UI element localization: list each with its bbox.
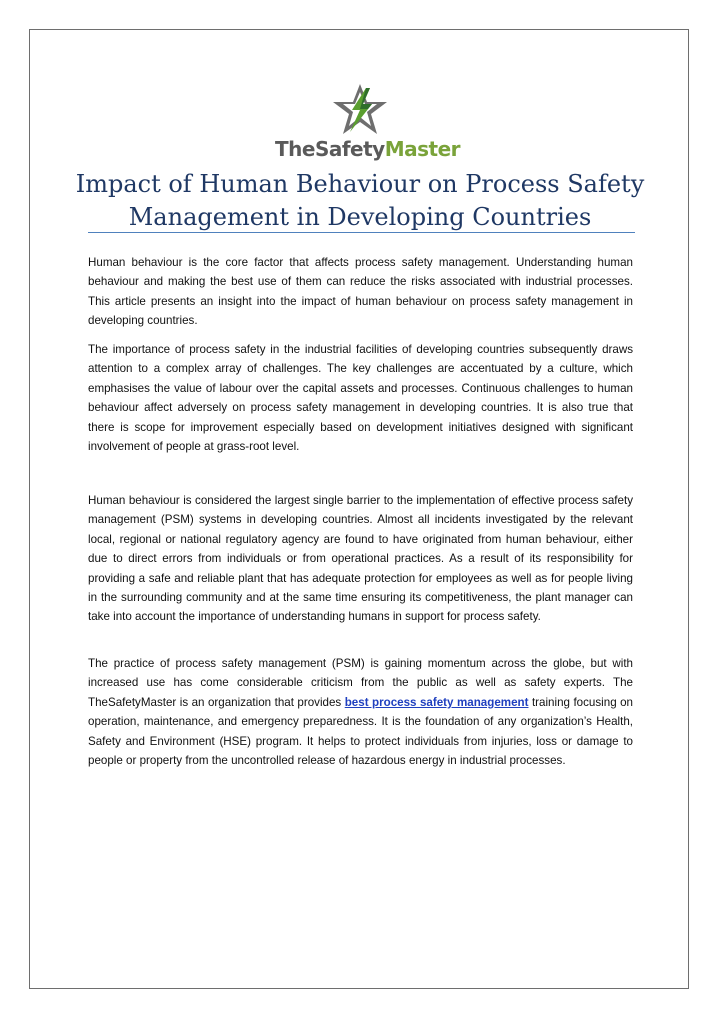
paragraph-intro: Human behaviour is the core factor that affects process safety management. Understanding human behaviour and making the best use of them can reduce the risks associated with industrial processes. This article presents an insight into the impact of human behaviour on process safety management in developing countries.: [88, 256, 633, 328]
logo-wordmark-part2: Master: [384, 137, 461, 161]
psm-training-link[interactable]: best process safety management: [344, 695, 529, 709]
star-bolt-icon: [330, 82, 390, 137]
paragraph-psm-practice: [88, 654, 633, 770]
paragraph-human-barrier: Human behaviour is considered the largest single barrier to the implementation of effective process safety management (PSM) systems in developing countries. Almost all incidents investigated by the relevant local, regional or national regulatory agency are found to have originated from human behaviour, either due to direct errors from individuals or from operational practices. As a result of its responsibility for providing a safe and reliable plant that has adequate protection for employees as well as for people living in the surrounding community and at the same time ensuring its competitiveness, the plant manager can take into account the importance of understanding humans in support for process safety.: [88, 494, 633, 624]
page-title: Impact of Human Behaviour on Process Safety Management in Developing Countries: [75, 170, 645, 231]
logo-wordmark-part1: TheSafety: [275, 137, 385, 161]
paragraph-psm-text-before: The practice of process safety management (PSM) is gaining momentum across the globe, but with increased use has come considerable criticism from the public as well as safety experts. The TheSafetyMaster is an organization that provides: [88, 657, 633, 709]
paragraph-importance: The importance of process safety in the industrial facilities of developing countries subsequently draws attention to a complex array of challenges. The key challenges are accentuated by a culture, which emphasises the value of labour over the capital assets and processes. Continuous challenges to human behaviour affect adversely on process safety management in developing countries. It is also true that there is scope for improvement especially based on development initiatives designed with significant involvement of people at grass-root level.: [88, 343, 633, 454]
title-underline: [88, 232, 635, 233]
logo-wordmark: [275, 137, 461, 161]
company-logo: [275, 82, 461, 162]
paragraph-psm-text-after: training focusing on operation, maintenance, and emergency preparedness. It is the foundation of any organization’s Health, Safety and Environment (HSE) program. It helps to protect individuals from injuries, loss or damage to people or property from the uncontrolled release of hazardous energy in industrial processes.: [88, 695, 634, 768]
